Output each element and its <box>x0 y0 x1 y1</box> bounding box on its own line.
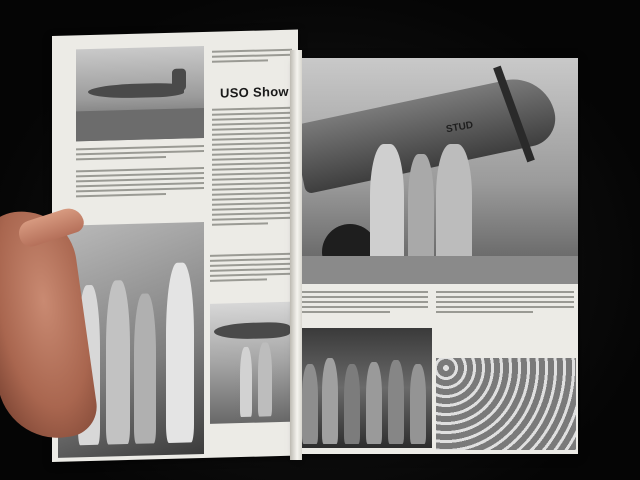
airfield-ground <box>76 108 204 141</box>
person-figure <box>366 362 382 444</box>
person-figure <box>410 364 426 444</box>
person-figure <box>134 293 156 444</box>
caption-bomber <box>76 142 204 163</box>
person-figure <box>344 364 360 444</box>
article-text-column-1 <box>212 46 292 66</box>
nose-art-text: STUD <box>445 119 474 136</box>
person-figure <box>106 280 130 445</box>
bomber-tail-shape <box>172 68 186 90</box>
photo-small-group-fighter <box>210 302 294 424</box>
person-figure <box>258 342 272 416</box>
right-page <box>296 58 578 454</box>
article-text-column-3 <box>76 164 204 200</box>
person-figure <box>322 358 338 444</box>
photo-b26-bomber <box>76 46 204 141</box>
person-figure <box>166 262 194 443</box>
article-text-column-4 <box>210 250 292 285</box>
ground <box>296 256 578 284</box>
book-spine <box>290 50 302 460</box>
photo-soldiers-lined-up <box>296 328 432 448</box>
open-magazine <box>46 20 586 462</box>
photo-p40-stud-group <box>296 58 578 284</box>
article-text-column-2 <box>212 104 292 229</box>
person-figure <box>240 347 252 417</box>
bomber-plane-shape <box>88 83 184 100</box>
fighter-plane-shape <box>214 322 290 340</box>
photo-crowd-of-troops <box>436 358 576 450</box>
person-figure <box>388 360 404 444</box>
person-figure <box>302 364 318 444</box>
person-figure <box>370 144 404 274</box>
section-heading: USO Show <box>220 83 289 101</box>
person-figure <box>436 144 472 274</box>
caption-right <box>436 288 574 316</box>
caption-left <box>300 288 428 316</box>
